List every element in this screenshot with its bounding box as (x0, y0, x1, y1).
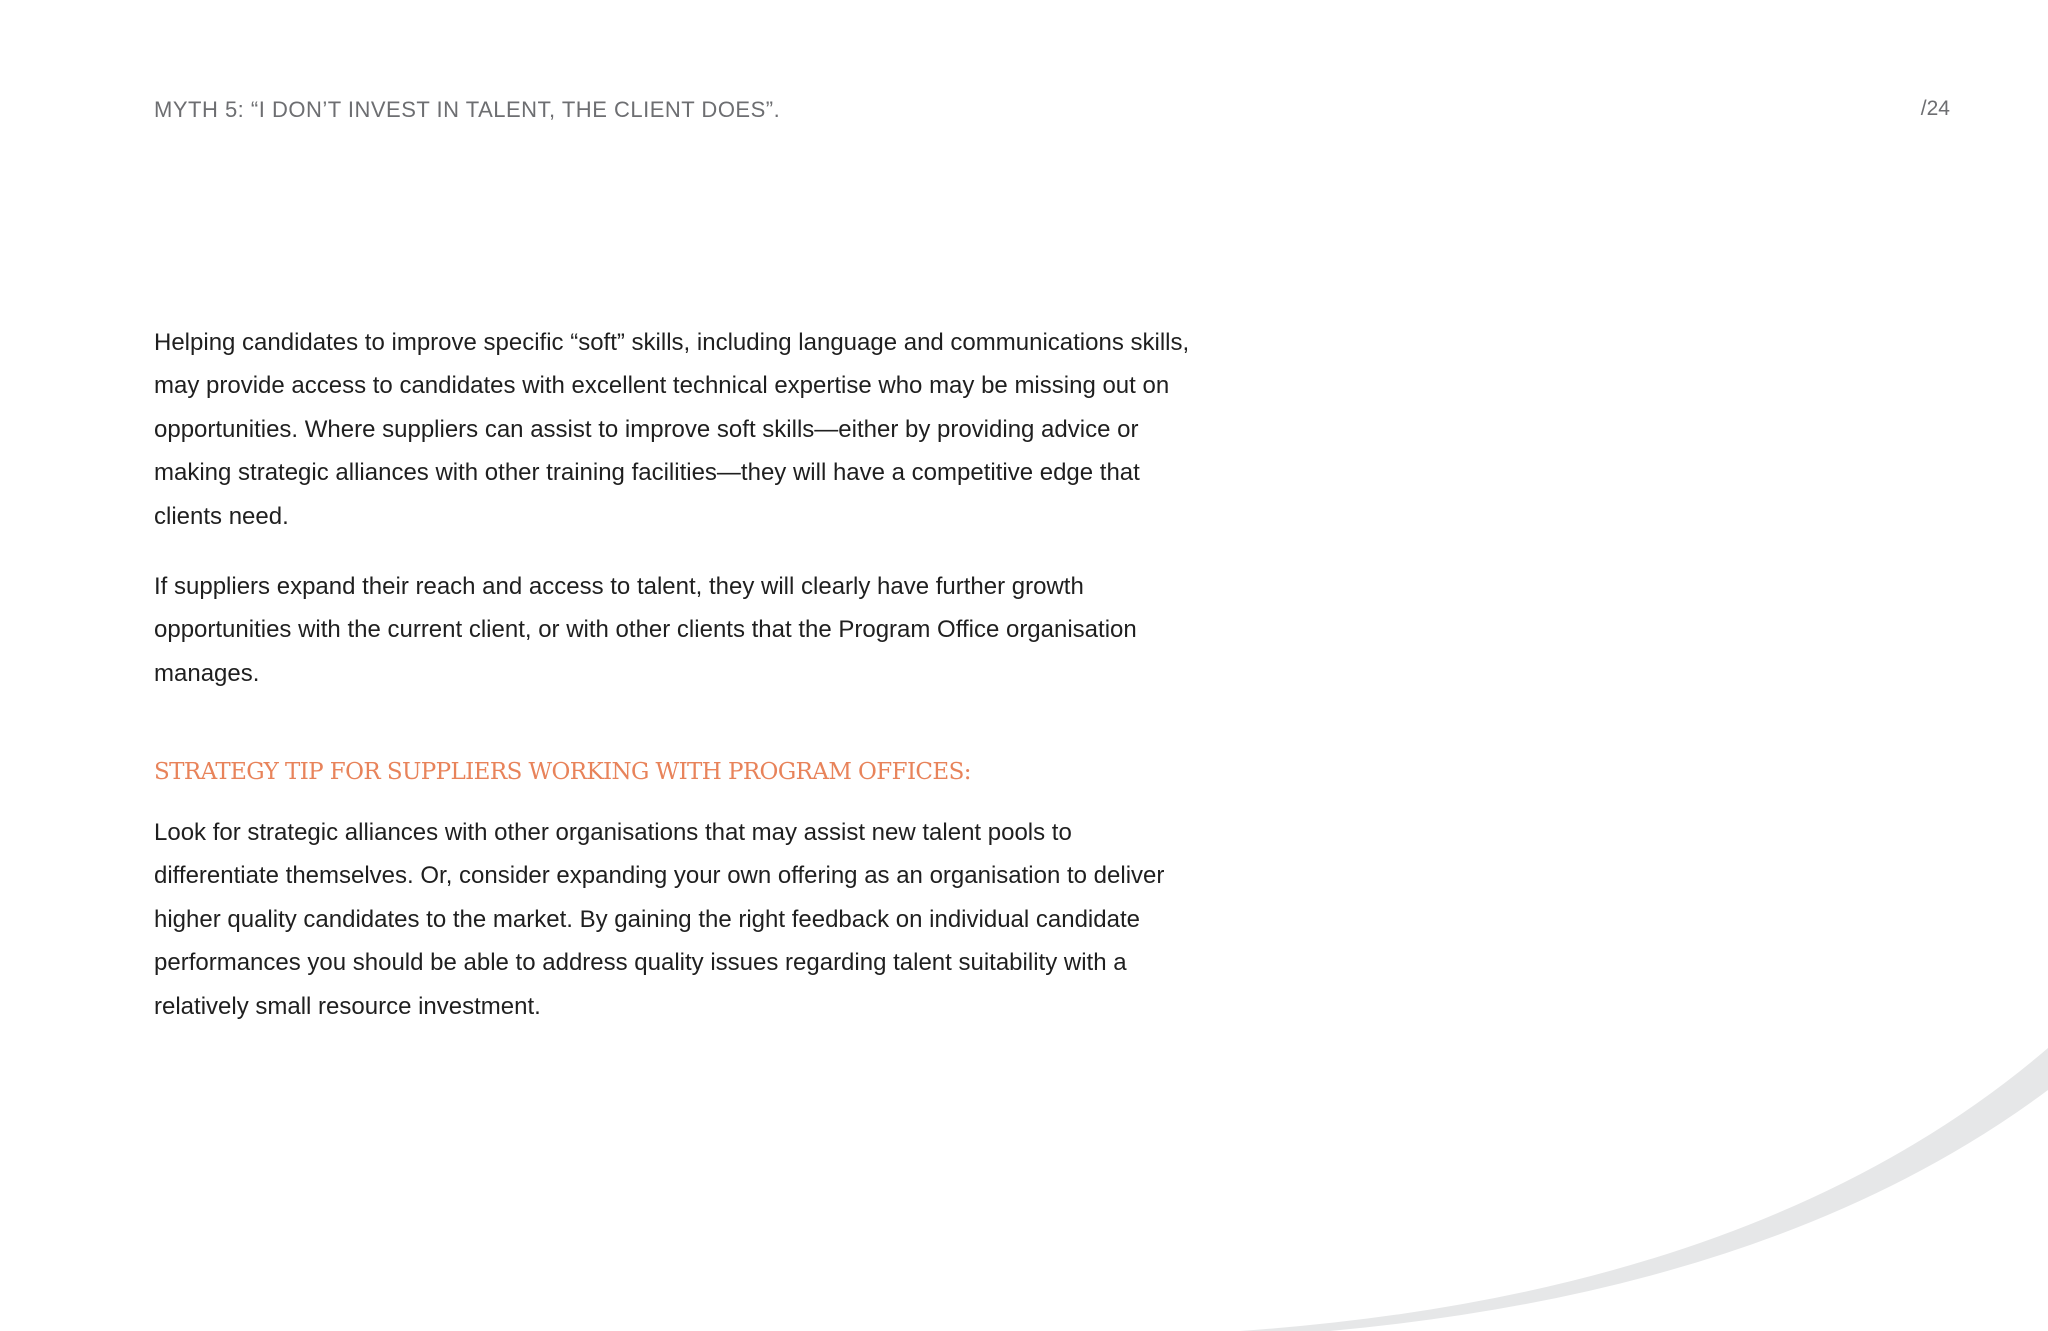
body-paragraph-soft-skills: Helping candidates to improve specific “soft” skills, including language and communications skills, may provide access to candidates with excellent technical expertise who may be missing out on opportunities. Where suppliers can assist to improve soft skills—either by providing advice or making strategic alliances with other training facilities—they will have a competitive edge that clients need. (154, 329, 1190, 530)
strategy-tip-heading: STRATEGY TIP FOR SUPPLIERS WORKING WITH PROGRAM OFFICES: (154, 759, 971, 785)
section-title: MYTH 5: “I DON’T INVEST IN TALENT, THE CLIENT DOES”. (154, 97, 781, 122)
body-paragraph-growth: If suppliers expand their reach and access to talent, they will clearly have further growth opportunities with the current client, or with other clients that the Program Office organisation manages. (154, 573, 1137, 687)
strategy-tip-text: Look for strategic alliances with other organisations that may assist new talent pools to differentiate themselves. Or, consider expanding your own offering as an organisation to deliver higher quality candidates to the market. By gaining the right feedback on individual candidate performances you should be able to address quality issues regarding talent suitability with a relatively small resource investment. (154, 819, 1165, 1020)
page-number: /24 (1920, 97, 1950, 120)
